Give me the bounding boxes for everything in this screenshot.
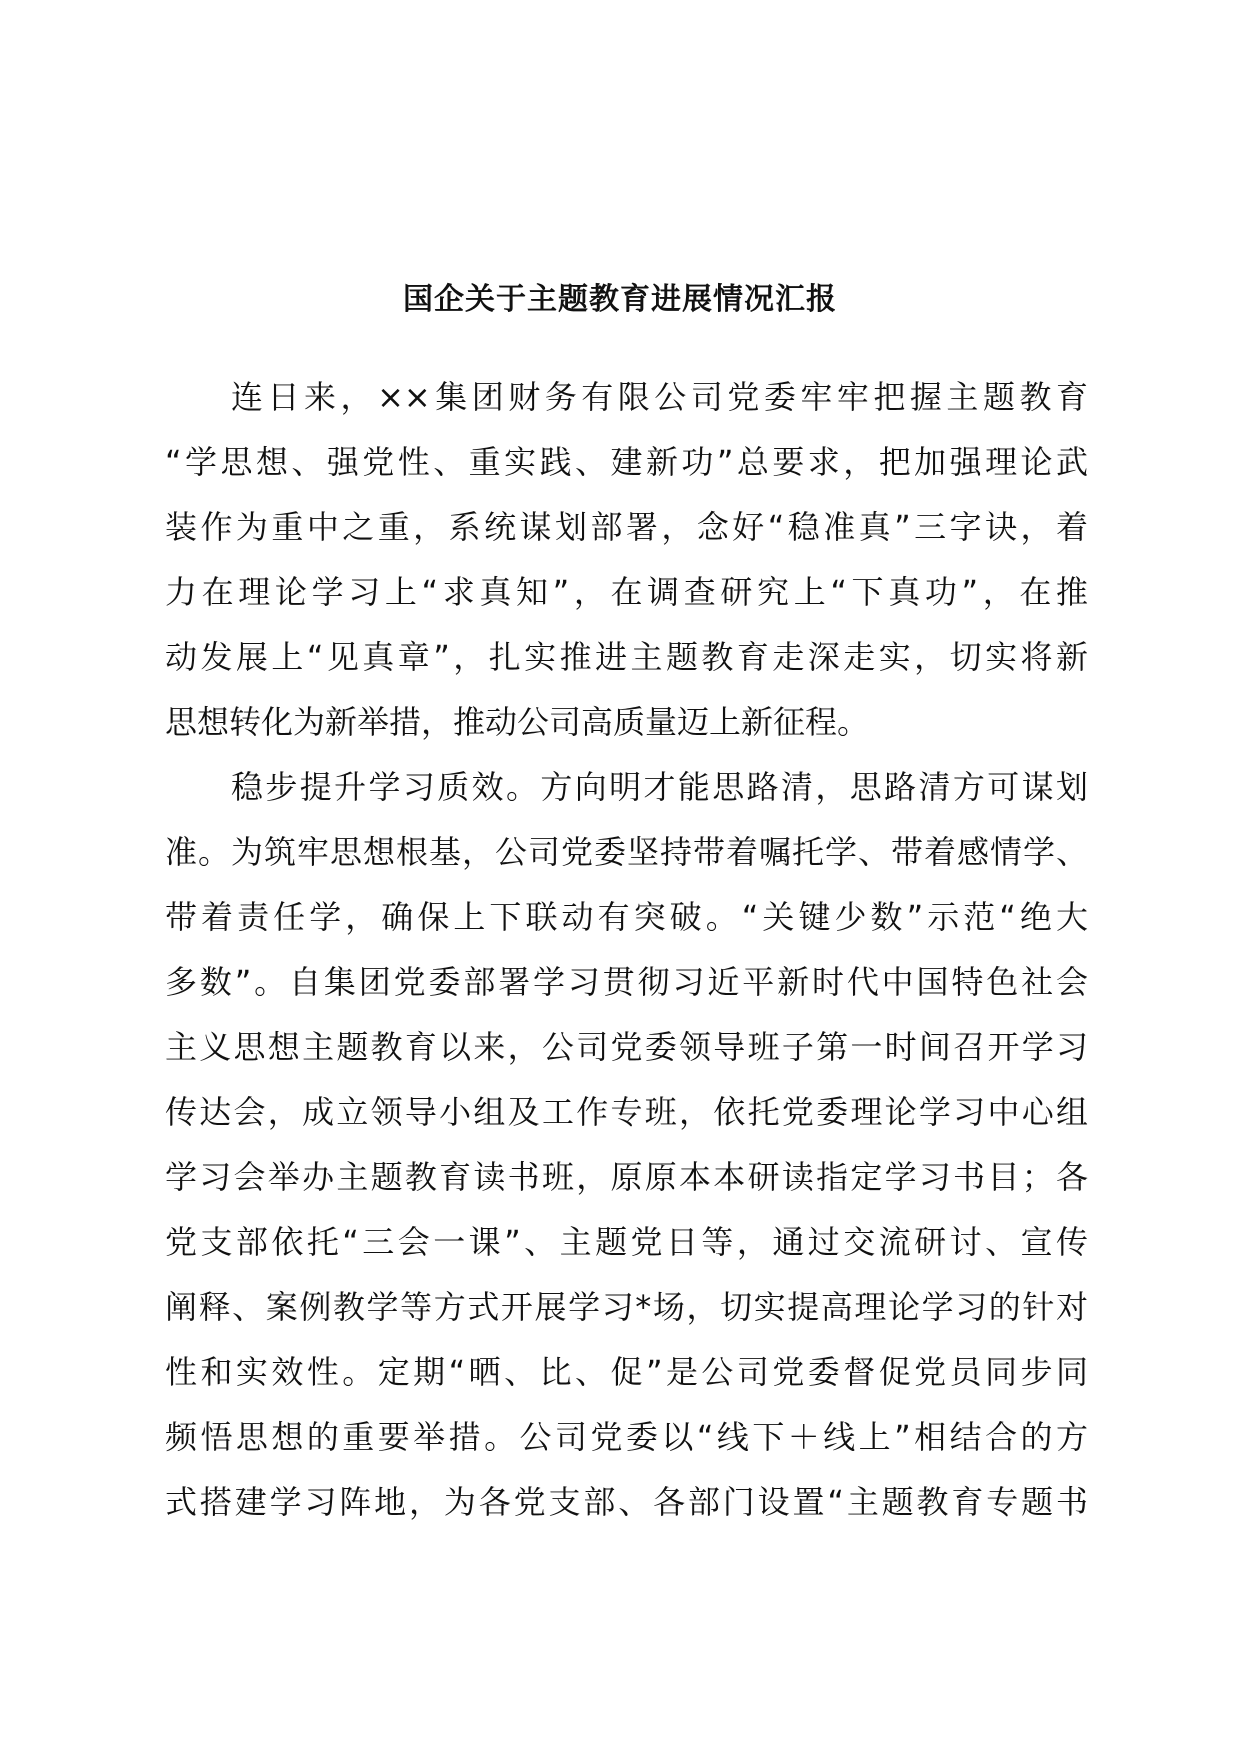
paragraph-intro	[165, 365, 1088, 755]
text-line: 频悟思想的重要举措。公司党委以“线下＋线上”相结合的方	[165, 1418, 1088, 1456]
document-body	[165, 365, 1088, 1535]
text-line: 带着责任学，确保上下联动有突破。“关键少数”示范“绝大	[165, 898, 1088, 936]
text-line: 性和实效性。定期“晒、比、促”是公司党委督促党员同步同	[165, 1353, 1088, 1391]
text-line: 思想转化为新举措，推动公司高质量迈上新征程。	[165, 703, 870, 741]
text-line: 学习会举办主题教育读书班，原原本本研读指定学习书目；各	[165, 1158, 1088, 1196]
text-line: 主义思想主题教育以来，公司党委领导班子第一时间召开学习	[165, 1028, 1088, 1066]
text-line: “学思想、强党性、重实践、建新功”总要求，把加强理论武	[165, 443, 1088, 481]
text-line: 式搭建学习阵地，为各党支部、各部门设置“主题教育专题书	[165, 1483, 1088, 1521]
text-line: 准。为筑牢思想根基，公司党委坚持带着嘱托学、带着感情学、	[165, 833, 1088, 871]
text-line: 连日来，××集团财务有限公司党委牢牢把握主题教育	[231, 378, 1088, 416]
document-title: 国企关于主题教育进展情况汇报	[403, 282, 837, 317]
text-line: 装作为重中之重，系统谋划部署，念好“稳准真”三字诀，着	[165, 508, 1088, 546]
text-line: 动发展上“见真章”，扎实推进主题教育走深走实，切实将新	[165, 638, 1088, 676]
text-line: 力在理论学习上“求真知”，在调查研究上“下真功”，在推	[165, 573, 1088, 611]
text-line: 稳步提升学习质效。方向明才能思路清，思路清方可谋划	[231, 768, 1088, 806]
text-line: 党支部依托“三会一课”、主题党日等，通过交流研讨、宣传	[165, 1223, 1088, 1261]
text-line: 多数”。自集团党委部署学习贯彻习近平新时代中国特色社会	[165, 963, 1088, 1001]
text-line: 阐释、案例教学等方式开展学习*场，切实提高理论学习的针对	[165, 1288, 1088, 1326]
paragraph-study-quality	[165, 755, 1088, 1535]
text-line: 传达会，成立领导小组及工作专班，依托党委理论学习中心组	[165, 1093, 1088, 1131]
